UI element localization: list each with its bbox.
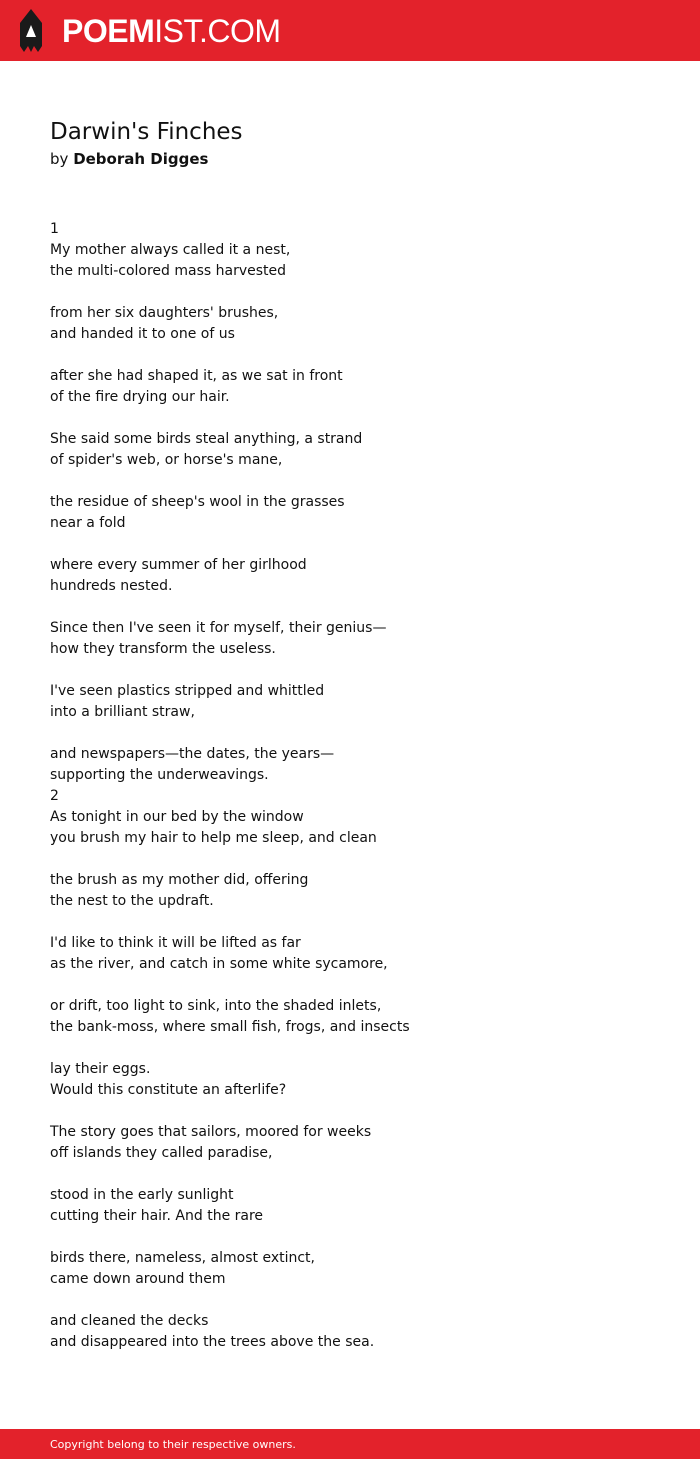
by-label: by bbox=[50, 150, 69, 168]
brand-regular-text: IST.COM bbox=[154, 13, 281, 49]
stanza-break bbox=[50, 408, 670, 429]
poem-line: the residue of sheep's wool in the grasses bbox=[50, 494, 345, 510]
poem-line: or drift, too light to sink, into the shaded inlets, bbox=[50, 998, 382, 1014]
stanza-break bbox=[50, 849, 670, 870]
poem-line: the brush as my mother did, offering bbox=[50, 872, 309, 888]
stanza-break bbox=[50, 723, 670, 744]
poem-line: you brush my hair to help me sleep, and clean bbox=[50, 830, 377, 846]
poem-line: As tonight in our bed by the window bbox=[50, 809, 304, 825]
stanza-break bbox=[50, 660, 670, 681]
poem-line: and disappeared into the trees above the sea. bbox=[50, 1334, 375, 1350]
poem-line: lay their eggs. bbox=[50, 1061, 151, 1077]
site-header bbox=[0, 0, 700, 61]
site-logo-link[interactable] bbox=[62, 12, 281, 50]
poem-line: Would this constitute an afterlife? bbox=[50, 1082, 287, 1098]
stanza-break bbox=[50, 1290, 670, 1311]
poem-title: Darwin's Finches bbox=[50, 119, 243, 145]
poem-line: of the fire drying our hair. bbox=[50, 389, 230, 405]
site-footer bbox=[0, 1429, 700, 1459]
poem-line: after she had shaped it, as we sat in front bbox=[50, 368, 343, 384]
poem-line: of spider's web, or horse's mane, bbox=[50, 452, 283, 468]
stanza-break bbox=[50, 1038, 670, 1059]
poem-line: near a fold bbox=[50, 515, 126, 531]
poem-body bbox=[50, 219, 670, 1353]
poem-line: Since then I've seen it for myself, their genius— bbox=[50, 620, 387, 636]
poem-line: and handed it to one of us bbox=[50, 326, 235, 342]
poem-line: from her six daughters' brushes, bbox=[50, 305, 279, 321]
poem-line: 1 bbox=[50, 221, 59, 237]
poem-line: the bank-moss, where small fish, frogs, and insects bbox=[50, 1019, 410, 1035]
poem-byline bbox=[50, 148, 208, 170]
stanza-break bbox=[50, 912, 670, 933]
poem-line: cutting their hair. And the rare bbox=[50, 1208, 264, 1224]
poem-line: supporting the underweavings. bbox=[50, 767, 269, 783]
poem-line: I've seen plastics stripped and whittled bbox=[50, 683, 325, 699]
stanza-break bbox=[50, 1101, 670, 1122]
poem-line: off islands they called paradise, bbox=[50, 1145, 273, 1161]
stanza-break bbox=[50, 975, 670, 996]
pencil-icon[interactable] bbox=[18, 9, 44, 52]
brand-bold-text: POEM bbox=[62, 13, 155, 49]
poem-line: She said some birds steal anything, a strand bbox=[50, 431, 363, 447]
poem-line: and cleaned the decks bbox=[50, 1313, 209, 1329]
stanza-break bbox=[50, 1164, 670, 1185]
stanza-break bbox=[50, 345, 670, 366]
poem-line: 2 bbox=[50, 788, 59, 804]
stanza-break bbox=[50, 1227, 670, 1248]
poem-line: as the river, and catch in some white sycamore, bbox=[50, 956, 388, 972]
poem-line: into a brilliant straw, bbox=[50, 704, 195, 720]
poem-line: where every summer of her girlhood bbox=[50, 557, 307, 573]
stanza-break bbox=[50, 282, 670, 303]
poem-line: how they transform the useless. bbox=[50, 641, 276, 657]
poem-line: birds there, nameless, almost extinct, bbox=[50, 1250, 315, 1266]
stanza-break bbox=[50, 471, 670, 492]
poem-line: came down around them bbox=[50, 1271, 226, 1287]
stanza-break bbox=[50, 534, 670, 555]
poem-line: The story goes that sailors, moored for weeks bbox=[50, 1124, 372, 1140]
poem-line: hundreds nested. bbox=[50, 578, 173, 594]
poem-line: the nest to the updraft. bbox=[50, 893, 214, 909]
stanza-break bbox=[50, 597, 670, 618]
poem-line: I'd like to think it will be lifted as far bbox=[50, 935, 301, 951]
poem-author: Deborah Digges bbox=[73, 150, 209, 168]
copyright-notice: Copyright belong to their respective owners. bbox=[50, 1438, 296, 1451]
poem-line: and newspapers—the dates, the years— bbox=[50, 746, 335, 762]
poem-line: the multi-colored mass harvested bbox=[50, 263, 287, 279]
poem-line: My mother always called it a nest, bbox=[50, 242, 291, 258]
poem-line: stood in the early sunlight bbox=[50, 1187, 234, 1203]
